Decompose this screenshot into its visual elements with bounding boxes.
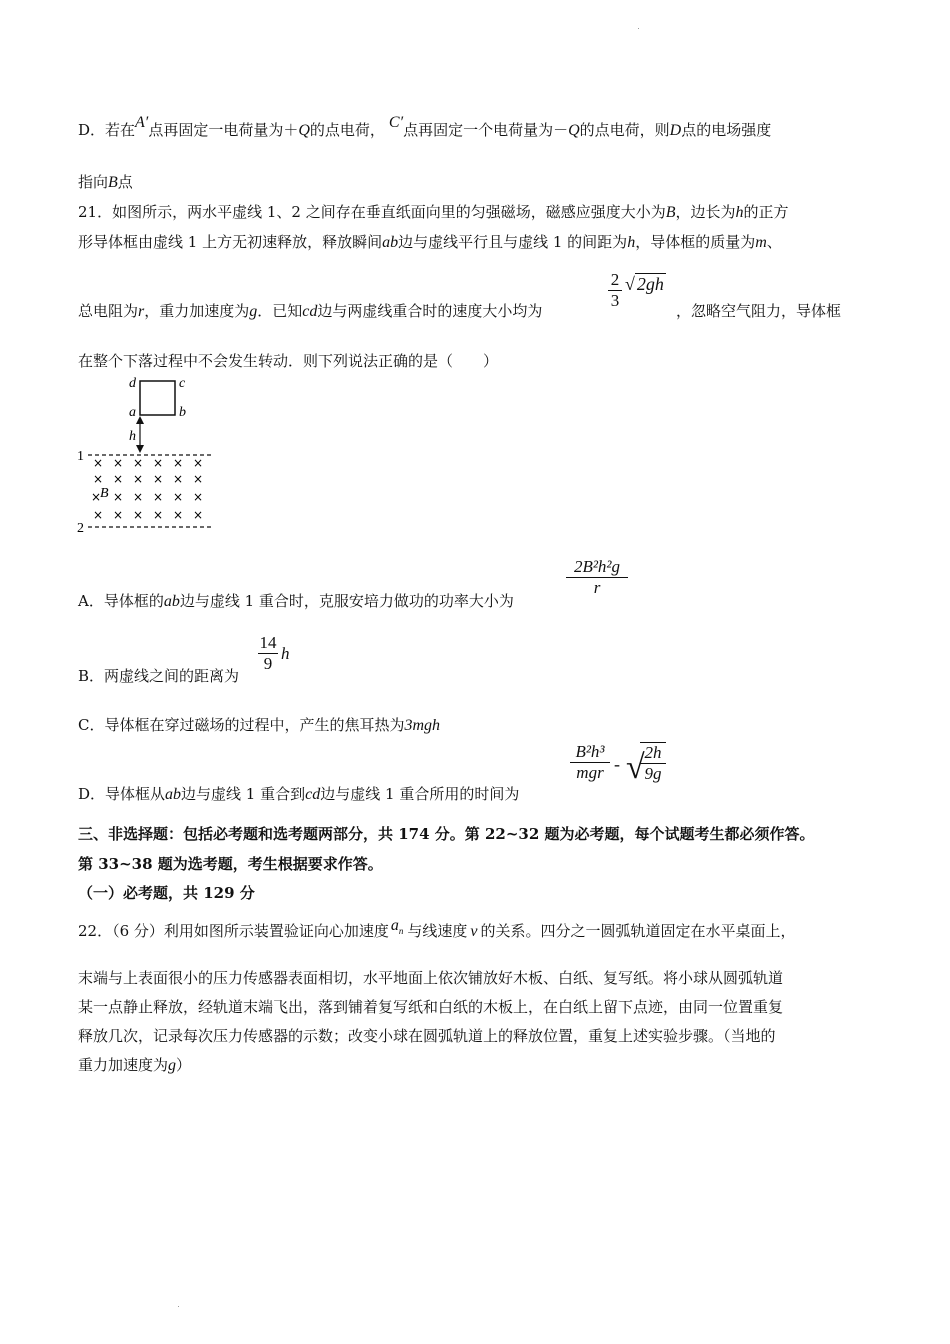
- field-cross: ×: [152, 456, 164, 470]
- field-cross: ×: [192, 472, 204, 486]
- option-d-fraction-2: 2h 9g: [640, 742, 666, 784]
- h-arrow-head-down: [136, 445, 144, 453]
- field-cross: ×: [90, 490, 102, 504]
- label-line-1: 1: [77, 449, 84, 464]
- field-cross: ×: [112, 490, 124, 504]
- q21-line2: 形导体框由虚线 1 上方无初速释放，释放瞬间ab边与虚线平行且与虚线 1 的间距为h，导体框的质量为m、: [78, 233, 782, 251]
- square-frame: [140, 381, 175, 415]
- field-cross: ×: [132, 472, 144, 486]
- label-line-2: 2: [77, 521, 84, 536]
- option-a-fraction: 2B²h²g r: [566, 557, 628, 598]
- field-cross: ×: [192, 490, 204, 504]
- q21-line3-end: ，忽略空气阻力，导体框: [676, 302, 842, 320]
- field-cross: ×: [172, 508, 184, 522]
- option-d-fraction-1: B²h³ mgr: [570, 742, 610, 783]
- field-cross: ×: [132, 490, 144, 504]
- q22-line5: 重力加速度为g）: [78, 1056, 192, 1074]
- section3-line1: 三、非选择题：包括必考题和选考题两部分，共 174 分。第 22~32 题为必考题，每个试题考生都必须作答。: [78, 825, 815, 843]
- option-d: D．导体框从ab边与虚线 1 重合到cd边与虚线 1 重合所用的时间为: [78, 785, 520, 803]
- field-cross: ×: [132, 456, 144, 470]
- label-h: h: [129, 429, 136, 444]
- option-b: B．两虚线之间的距离为: [78, 667, 240, 685]
- a-prime: A′: [135, 114, 149, 131]
- c-prime: C′: [388, 114, 404, 131]
- field-cross: ×: [152, 490, 164, 504]
- field-cross: ×: [172, 456, 184, 470]
- label-c: c: [179, 376, 186, 391]
- section3-line3: （一）必考题，共 129 分: [78, 884, 255, 902]
- option-b-fraction: 14 9: [259, 633, 277, 673]
- q22-line4: 释放几次，记录每次压力传感器的示数；改变小球在圆弧轨道上的释放位置，重复上述实验步骤。（当地的: [78, 1027, 776, 1045]
- option-b-h: h: [281, 644, 290, 663]
- section3-line2: 第 33~38 题为选考题，考生根据要求作答。: [78, 855, 383, 873]
- field-cross: ×: [172, 472, 184, 486]
- field-cross: ×: [92, 472, 104, 486]
- speed-fraction: 2 3: [608, 270, 622, 311]
- prev-option-d-line1: D．若在A′点再固定一电荷量为＋Q的点电荷， C′点再固定一个电荷量为－Q的点电荷，则D点的电场强度: [78, 114, 772, 139]
- field-cross: ×: [112, 456, 124, 470]
- q22-line2: 末端与上表面很小的压力传感器表面相切，水平地面上依次铺放好木板、白纸、复写纸。将小球从圆弧轨道: [78, 969, 784, 987]
- q21-line3: 总电阻为r，重力加速度为g．已知cd边与两虚线重合时的速度大小均为: [78, 302, 543, 320]
- scan-dot-bottom: [178, 1306, 179, 1307]
- label-B: B: [100, 486, 109, 501]
- q22-line1: 22．（6 分）利用如图所示装置验证向心加速度 an 与线速度 v 的关系。四分之一圆弧轨道固定在水平桌面上，: [78, 917, 796, 940]
- prev-option-d-line2: 指向B点: [78, 173, 133, 191]
- field-cross: ×: [192, 508, 204, 522]
- q22-line3: 某一点静止释放，经轨道末端飞出，落到铺着复写纸和白纸的木板上，在白纸上留下点迹，由同一位置重复: [78, 998, 784, 1016]
- option-d-minus: -: [614, 754, 620, 774]
- field-cross: ×: [112, 472, 124, 486]
- field-cross: ×: [132, 508, 144, 522]
- h-arrow-head-up: [136, 416, 144, 424]
- field-cross: ×: [92, 508, 104, 522]
- q21-line1: 21．如图所示，两水平虚线 1、2 之间存在垂直纸面向里的匀强磁场，磁感应强度大小为B，边长为h的正方: [78, 203, 789, 221]
- q21-line4: 在整个下落过程中不会发生转动．则下列说法正确的是（ ）: [78, 352, 499, 370]
- field-cross: ×: [192, 456, 204, 470]
- field-cross: ×: [172, 490, 184, 504]
- label-d: d: [129, 376, 136, 391]
- label-a: a: [129, 405, 136, 420]
- scan-dot-top: [638, 28, 639, 29]
- option-c: C．导体框在穿过磁场的过程中，产生的焦耳热为3mgh: [78, 716, 441, 734]
- field-cross: ×: [152, 508, 164, 522]
- field-cross: ×: [152, 472, 164, 486]
- option-a: A．导体框的ab边与虚线 1 重合时，克服安培力做功的功率大小为: [78, 592, 514, 610]
- speed-radical: √ 2gh: [625, 274, 664, 294]
- label-b: b: [179, 405, 186, 420]
- field-cross: ×: [112, 508, 124, 522]
- magnetic-field-figure: [74, 372, 224, 537]
- field-cross: ×: [92, 456, 104, 470]
